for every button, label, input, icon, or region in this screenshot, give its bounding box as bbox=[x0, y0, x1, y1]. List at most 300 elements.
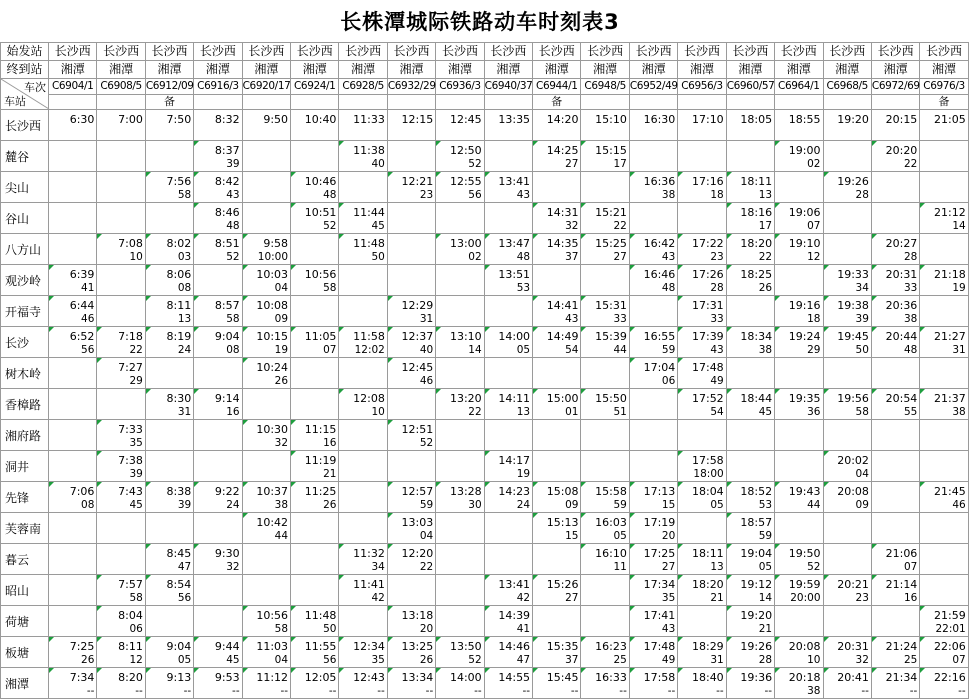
stop-time: 52 bbox=[419, 436, 434, 449]
time-cell bbox=[920, 234, 968, 265]
stop-time bbox=[872, 499, 919, 512]
stop-time bbox=[824, 251, 871, 264]
stop-time bbox=[824, 127, 871, 140]
stop-time bbox=[920, 530, 967, 543]
time-cell bbox=[775, 482, 823, 513]
departure-time: 17:39 bbox=[691, 329, 724, 343]
time-cell bbox=[533, 389, 581, 420]
departure-time: 18:57 bbox=[740, 515, 773, 529]
stop-time: 45 bbox=[129, 498, 143, 511]
departure-time: 6:39 bbox=[69, 267, 95, 281]
departure-time: 12:34 bbox=[353, 639, 385, 653]
time-cell bbox=[339, 327, 387, 358]
time-cell bbox=[291, 296, 339, 327]
time-cell bbox=[145, 606, 193, 637]
departure-time: 19:56 bbox=[837, 391, 869, 405]
train-origin-cell: 长沙西 bbox=[871, 43, 919, 61]
time-cell bbox=[581, 172, 629, 203]
departure-time: 14:55 bbox=[498, 670, 531, 684]
stop-time: 23 bbox=[710, 250, 724, 263]
stop-time: 09 bbox=[855, 498, 869, 511]
departure-time: 15:25 bbox=[595, 236, 627, 250]
departure-time bbox=[194, 423, 241, 437]
time-cell bbox=[629, 234, 677, 265]
departure-time: 11:19 bbox=[304, 453, 337, 467]
departure-time bbox=[97, 144, 144, 158]
train-origin-cell: 长沙西 bbox=[629, 43, 677, 61]
stop-time: 31 bbox=[177, 405, 192, 418]
station-name-cell: 荷塘 bbox=[1, 606, 49, 637]
stop-time: 02 bbox=[468, 250, 482, 263]
time-cell bbox=[387, 327, 435, 358]
departure-time: 8:11 bbox=[118, 639, 143, 653]
departure-time: 20:36 bbox=[885, 298, 918, 312]
departure-time: 9:13 bbox=[166, 670, 192, 684]
station-name-cell: 观沙岭 bbox=[1, 265, 49, 296]
time-cell bbox=[339, 420, 387, 451]
train-note-cell bbox=[823, 95, 871, 110]
time-cell bbox=[484, 389, 532, 420]
station-row bbox=[1, 296, 969, 327]
time-cell bbox=[581, 420, 629, 451]
stop-time: 33 bbox=[710, 312, 724, 325]
departure-time: 17:58 bbox=[643, 670, 676, 684]
time-cell bbox=[97, 544, 145, 575]
stop-time: 39 bbox=[855, 312, 869, 325]
departure-time bbox=[49, 516, 96, 530]
time-cell bbox=[242, 234, 290, 265]
stop-time bbox=[291, 592, 338, 605]
time-cell bbox=[387, 296, 435, 327]
stop-time bbox=[630, 468, 677, 481]
train-destination-cell: 湘潭 bbox=[533, 61, 581, 79]
stop-time: 48 bbox=[323, 188, 337, 201]
departure-time: 11:41 bbox=[353, 577, 385, 591]
departure-time: 15:10 bbox=[595, 112, 627, 126]
stop-time: 43 bbox=[661, 622, 676, 635]
departure-time bbox=[920, 454, 967, 468]
stop-time: 59 bbox=[419, 498, 434, 511]
stop-time: 29 bbox=[129, 374, 143, 387]
time-cell bbox=[194, 141, 242, 172]
departure-time: 8:37 bbox=[214, 143, 240, 157]
departure-time: 8:54 bbox=[166, 577, 192, 591]
stop-time bbox=[97, 189, 144, 202]
time-cell bbox=[339, 575, 387, 606]
time-cell bbox=[291, 172, 339, 203]
time-cell bbox=[49, 668, 97, 699]
stop-time: -- bbox=[667, 684, 676, 697]
stop-time: 28 bbox=[855, 188, 869, 201]
time-cell bbox=[194, 389, 242, 420]
time-cell bbox=[194, 513, 242, 544]
origin-row bbox=[1, 43, 969, 61]
time-cell bbox=[484, 513, 532, 544]
stop-time: 53 bbox=[758, 498, 773, 511]
time-cell bbox=[97, 172, 145, 203]
stop-time: 46 bbox=[81, 312, 95, 325]
departure-time: 22:06 bbox=[934, 639, 966, 653]
stop-time bbox=[775, 127, 822, 140]
departure-time: 17:19 bbox=[643, 515, 676, 529]
time-cell bbox=[387, 420, 435, 451]
stop-time: 38 bbox=[952, 405, 966, 418]
stop-time: 58 bbox=[274, 622, 289, 635]
time-cell bbox=[49, 358, 97, 389]
time-cell bbox=[775, 327, 823, 358]
stop-time: -- bbox=[183, 684, 192, 697]
time-cell bbox=[194, 451, 242, 482]
time-cell bbox=[339, 637, 387, 668]
time-cell bbox=[726, 203, 774, 234]
stop-time: 12 bbox=[807, 250, 821, 263]
train-code-cell: C6972/69 bbox=[871, 79, 919, 95]
departure-time bbox=[436, 454, 483, 468]
departure-time: 14:41 bbox=[546, 298, 579, 312]
stop-time: 54 bbox=[565, 343, 579, 356]
time-cell bbox=[533, 358, 581, 389]
stop-time bbox=[824, 561, 871, 574]
time-cell bbox=[436, 637, 484, 668]
stop-time: 39 bbox=[177, 498, 192, 511]
stop-time bbox=[630, 313, 677, 326]
train-note-cell bbox=[242, 95, 290, 110]
departure-time: 11:03 bbox=[256, 639, 289, 653]
time-cell bbox=[775, 389, 823, 420]
time-cell bbox=[242, 513, 290, 544]
departure-time: 17:04 bbox=[643, 360, 676, 374]
train-code-cell: C6976/3 bbox=[920, 79, 968, 95]
time-cell bbox=[581, 110, 629, 141]
stop-time: 22 bbox=[758, 250, 773, 263]
departure-time: 11:32 bbox=[353, 546, 385, 560]
time-cell bbox=[920, 265, 968, 296]
time-cell bbox=[775, 637, 823, 668]
departure-time bbox=[824, 144, 871, 158]
stop-time bbox=[630, 158, 677, 171]
stop-time bbox=[678, 530, 725, 543]
departure-time bbox=[339, 175, 386, 189]
time-cell bbox=[484, 358, 532, 389]
departure-time: 10:51 bbox=[304, 205, 337, 219]
stop-time: 21 bbox=[710, 591, 724, 604]
departure-time: 14:00 bbox=[498, 329, 531, 343]
time-cell bbox=[145, 110, 193, 141]
departure-time: 8:20 bbox=[118, 670, 143, 684]
time-cell bbox=[823, 234, 871, 265]
stop-time bbox=[872, 127, 919, 140]
departure-time bbox=[630, 392, 677, 406]
time-cell bbox=[291, 203, 339, 234]
stop-time: 10 bbox=[371, 405, 385, 418]
departure-time: 18:05 bbox=[740, 112, 773, 126]
departure-time bbox=[485, 547, 532, 561]
stop-time: 04 bbox=[855, 467, 869, 480]
stop-time bbox=[146, 530, 193, 543]
time-cell bbox=[871, 296, 919, 327]
train-destination-cell: 湘潭 bbox=[242, 61, 290, 79]
departure-time: 15:13 bbox=[546, 515, 579, 529]
time-cell bbox=[436, 234, 484, 265]
stop-time: 37 bbox=[565, 250, 579, 263]
train-note-cell bbox=[339, 95, 387, 110]
train-origin-cell: 长沙西 bbox=[436, 43, 484, 61]
time-cell bbox=[920, 544, 968, 575]
time-cell bbox=[436, 668, 484, 699]
stop-time: 25 bbox=[903, 653, 918, 666]
departure-time: 14:17 bbox=[498, 453, 531, 467]
station-name-cell: 暮云 bbox=[1, 544, 49, 575]
train-destination-cell: 湘潭 bbox=[484, 61, 532, 79]
time-cell bbox=[49, 544, 97, 575]
time-cell bbox=[533, 451, 581, 482]
stop-time: 41 bbox=[516, 622, 531, 635]
time-cell bbox=[291, 668, 339, 699]
time-cell bbox=[291, 544, 339, 575]
departure-time: 20:15 bbox=[885, 112, 918, 126]
departure-time bbox=[388, 268, 435, 282]
time-cell bbox=[194, 482, 242, 513]
train-note-cell bbox=[871, 95, 919, 110]
time-cell bbox=[387, 265, 435, 296]
time-cell bbox=[194, 420, 242, 451]
train-origin-cell: 长沙西 bbox=[484, 43, 532, 61]
departure-time: 12:08 bbox=[353, 391, 385, 405]
departure-time bbox=[146, 423, 193, 437]
departure-time: 7:25 bbox=[69, 639, 95, 653]
departure-time bbox=[49, 206, 96, 220]
stop-time: 45 bbox=[371, 219, 385, 232]
time-cell bbox=[726, 327, 774, 358]
stop-time: 39 bbox=[129, 467, 143, 480]
station-row bbox=[1, 544, 969, 575]
stop-time: -- bbox=[861, 684, 869, 697]
stop-time bbox=[291, 561, 338, 574]
time-cell bbox=[871, 668, 919, 699]
departure-time bbox=[824, 547, 871, 561]
stop-time bbox=[146, 220, 193, 233]
stop-time: 46 bbox=[952, 498, 966, 511]
time-cell bbox=[775, 451, 823, 482]
destination-label: 终到站 bbox=[1, 61, 49, 79]
departure-time: 18:55 bbox=[788, 112, 821, 126]
time-cell bbox=[145, 637, 193, 668]
time-cell bbox=[145, 668, 193, 699]
departure-time bbox=[291, 361, 338, 375]
train-code-cell: C6936/3 bbox=[436, 79, 484, 95]
stop-time bbox=[436, 530, 483, 543]
departure-time bbox=[146, 144, 193, 158]
stop-time: 11 bbox=[613, 560, 627, 573]
departure-time: 14:20 bbox=[546, 112, 579, 126]
stop-time: 31 bbox=[710, 653, 724, 666]
time-cell bbox=[678, 668, 726, 699]
time-cell bbox=[678, 265, 726, 296]
time-cell bbox=[533, 513, 581, 544]
time-cell bbox=[291, 451, 339, 482]
departure-time bbox=[436, 578, 483, 592]
departure-time bbox=[630, 423, 677, 437]
departure-time: 7:33 bbox=[118, 422, 143, 436]
train-destination-cell: 湘潭 bbox=[194, 61, 242, 79]
time-cell bbox=[49, 637, 97, 668]
station-name-cell: 长沙 bbox=[1, 327, 49, 358]
train-destination-cell: 湘潭 bbox=[871, 61, 919, 79]
stop-time: 41 bbox=[81, 281, 95, 294]
time-cell bbox=[581, 141, 629, 172]
station-row bbox=[1, 451, 969, 482]
stop-time: 24 bbox=[516, 498, 531, 511]
stop-time: 59 bbox=[758, 529, 773, 542]
stop-time bbox=[727, 158, 774, 171]
time-cell bbox=[339, 544, 387, 575]
time-cell bbox=[291, 234, 339, 265]
time-cell bbox=[49, 606, 97, 637]
time-cell bbox=[49, 110, 97, 141]
departure-time: 15:35 bbox=[546, 639, 579, 653]
departure-time: 21:24 bbox=[885, 639, 918, 653]
departure-time bbox=[775, 609, 822, 623]
time-cell bbox=[823, 203, 871, 234]
departure-time bbox=[291, 547, 338, 561]
time-cell bbox=[387, 358, 435, 389]
time-cell bbox=[629, 141, 677, 172]
stop-time: 54 bbox=[710, 405, 724, 418]
train-origin-cell: 长沙西 bbox=[145, 43, 193, 61]
time-cell bbox=[533, 327, 581, 358]
departure-time bbox=[824, 361, 871, 375]
departure-time: 6:52 bbox=[69, 329, 95, 343]
stop-time bbox=[194, 592, 241, 605]
stop-time: 49 bbox=[710, 374, 724, 387]
departure-time: 19:33 bbox=[837, 267, 869, 281]
departure-time: 19:20 bbox=[837, 112, 869, 126]
departure-time bbox=[436, 206, 483, 220]
time-cell bbox=[629, 358, 677, 389]
stop-time bbox=[824, 375, 871, 388]
stop-time: -- bbox=[425, 684, 434, 697]
stop-time: 52 bbox=[468, 653, 482, 666]
time-cell bbox=[242, 203, 290, 234]
stop-time: 37 bbox=[565, 653, 579, 666]
time-cell bbox=[339, 358, 387, 389]
time-cell bbox=[823, 637, 871, 668]
departure-time: 15:08 bbox=[546, 484, 579, 498]
time-cell bbox=[49, 420, 97, 451]
stop-time bbox=[436, 127, 483, 140]
time-cell bbox=[242, 327, 290, 358]
stop-time: 10:00 bbox=[257, 250, 289, 263]
departure-time bbox=[727, 144, 774, 158]
stop-time bbox=[920, 158, 967, 171]
departure-time: 7:06 bbox=[69, 484, 95, 498]
stop-time bbox=[339, 623, 386, 636]
stop-time: 47 bbox=[177, 560, 192, 573]
time-cell bbox=[823, 327, 871, 358]
stop-time bbox=[97, 561, 144, 574]
departure-time bbox=[872, 485, 919, 499]
train-origin-cell: 长沙西 bbox=[775, 43, 823, 61]
stop-time: 13 bbox=[516, 405, 531, 418]
station-row bbox=[1, 389, 969, 420]
departure-time: 17:10 bbox=[691, 112, 724, 126]
time-cell bbox=[823, 451, 871, 482]
departure-time bbox=[243, 454, 290, 468]
stop-time bbox=[920, 375, 967, 388]
page-title: 长株潭城际铁路动车时刻表3 bbox=[340, 10, 620, 34]
departure-time bbox=[97, 392, 144, 406]
time-cell bbox=[387, 203, 435, 234]
departure-time bbox=[97, 547, 144, 561]
stop-time bbox=[291, 375, 338, 388]
stop-time: 59 bbox=[613, 498, 627, 511]
time-cell bbox=[387, 234, 435, 265]
time-cell bbox=[291, 265, 339, 296]
stop-time bbox=[243, 189, 290, 202]
time-cell bbox=[194, 358, 242, 389]
time-cell bbox=[242, 575, 290, 606]
time-cell bbox=[242, 358, 290, 389]
stop-time: 09 bbox=[274, 312, 289, 325]
time-cell bbox=[678, 513, 726, 544]
departure-time bbox=[194, 454, 241, 468]
stop-time bbox=[630, 220, 677, 233]
departure-time bbox=[678, 206, 725, 220]
station-row bbox=[1, 482, 969, 513]
departure-time bbox=[49, 609, 96, 623]
stop-time bbox=[49, 437, 96, 450]
time-cell bbox=[629, 172, 677, 203]
time-cell bbox=[629, 203, 677, 234]
stop-time bbox=[920, 437, 967, 450]
stop-time bbox=[388, 282, 435, 295]
stop-time bbox=[97, 158, 144, 171]
time-cell bbox=[533, 265, 581, 296]
time-cell bbox=[436, 296, 484, 327]
stop-time: 43 bbox=[710, 343, 724, 356]
departure-time: 15:39 bbox=[595, 329, 627, 343]
stop-time bbox=[194, 282, 241, 295]
time-cell bbox=[678, 110, 726, 141]
stop-time: 19 bbox=[952, 281, 966, 294]
time-cell bbox=[145, 203, 193, 234]
stop-time bbox=[291, 158, 338, 171]
departure-time: 13:47 bbox=[498, 236, 531, 250]
stop-time bbox=[824, 220, 871, 233]
time-cell bbox=[194, 234, 242, 265]
departure-time: 17:31 bbox=[691, 298, 724, 312]
departure-time bbox=[97, 299, 144, 313]
departure-time bbox=[49, 547, 96, 561]
time-cell bbox=[581, 606, 629, 637]
time-cell bbox=[339, 265, 387, 296]
departure-time: 17:26 bbox=[691, 267, 724, 281]
departure-time: 11:44 bbox=[353, 205, 385, 219]
departure-time bbox=[436, 299, 483, 313]
departure-time: 14:23 bbox=[498, 484, 531, 498]
note-row bbox=[1, 95, 969, 110]
train-destination-cell: 湘潭 bbox=[436, 61, 484, 79]
time-cell bbox=[436, 172, 484, 203]
stop-time: 52 bbox=[323, 219, 337, 232]
time-cell bbox=[145, 482, 193, 513]
departure-time: 17:58 bbox=[691, 453, 724, 467]
time-cell bbox=[97, 296, 145, 327]
departure-time bbox=[872, 454, 919, 468]
departure-time: 7:18 bbox=[118, 329, 143, 343]
departure-time: 20:44 bbox=[885, 329, 918, 343]
stop-time: 23 bbox=[855, 591, 869, 604]
